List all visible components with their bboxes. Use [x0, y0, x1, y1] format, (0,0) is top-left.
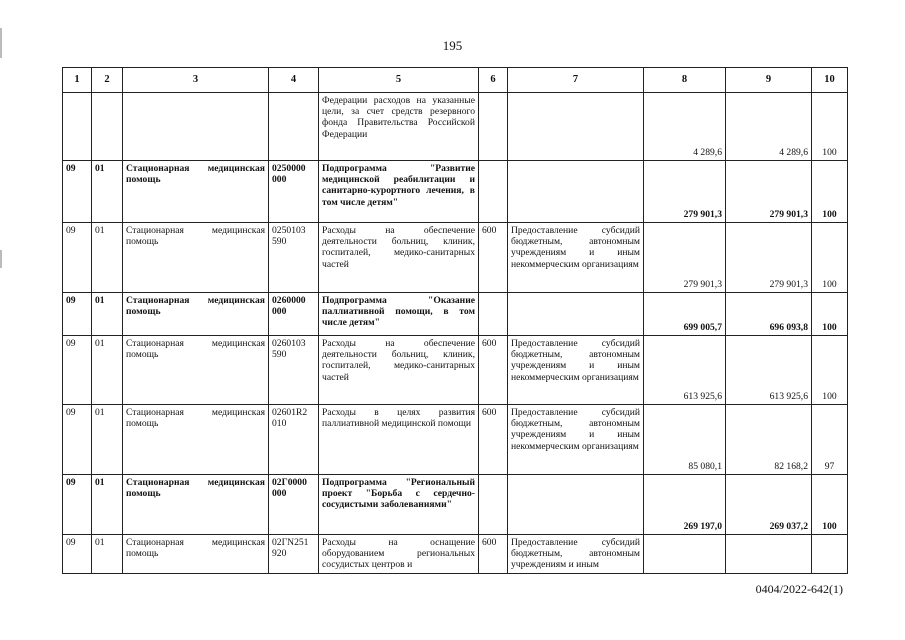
table-cell: 100 — [812, 223, 848, 293]
table-cell — [123, 93, 269, 161]
table-cell: 100 — [812, 336, 848, 405]
table-cell — [479, 475, 508, 535]
table-cell: 279 901,3 — [644, 161, 726, 223]
table-cell: 4 289,6 — [644, 93, 726, 161]
table-cell: 0260103 590 — [269, 336, 319, 405]
column-header: 5 — [319, 68, 479, 93]
table-cell: Стационарная медицинская помощь — [123, 336, 269, 405]
table-cell: 279 901,3 — [726, 223, 812, 293]
table-cell: 09 — [63, 405, 92, 475]
table-cell — [479, 93, 508, 161]
table-cell: 09 — [63, 223, 92, 293]
table-cell: 01 — [92, 293, 123, 336]
table-cell: Расходы в целях развития паллиативной медицинской помощи — [319, 405, 479, 475]
table-cell: Стационарная медицинская помощь — [123, 161, 269, 223]
table-cell: 600 — [479, 405, 508, 475]
table-row — [63, 93, 848, 161]
table-cell — [269, 93, 319, 161]
scan-edge-mark — [0, 28, 2, 58]
table-cell: 09 — [63, 535, 92, 574]
table-cell: 613 925,6 — [644, 336, 726, 405]
table-cell: Подпрограмма "Оказание паллиативной помощи, в том числе детям" — [319, 293, 479, 336]
column-header: 9 — [726, 68, 812, 93]
table-cell: 4 289,6 — [726, 93, 812, 161]
table-cell: 0250103 590 — [269, 223, 319, 293]
table-cell: Предоставление субсидий бюджетным, автономным учреждениям и иным некоммерческим организациям — [508, 336, 644, 405]
table-cell: 613 925,6 — [726, 336, 812, 405]
table-cell — [63, 93, 92, 161]
table-cell — [508, 93, 644, 161]
table-cell — [508, 161, 644, 223]
table-cell: Расходы на обеспечение деятельности больниц, клиник, госпиталей, медико-санитарных частей — [319, 223, 479, 293]
table-cell: 100 — [812, 93, 848, 161]
table-cell: 01 — [92, 161, 123, 223]
table-cell: 09 — [63, 293, 92, 336]
table-cell: 01 — [92, 405, 123, 475]
table-row — [63, 405, 848, 475]
table-row — [63, 293, 848, 336]
table-cell: Стационарная медицинская помощь — [123, 293, 269, 336]
table-cell: 09 — [63, 336, 92, 405]
table-cell — [644, 535, 726, 574]
table-cell: 09 — [63, 161, 92, 223]
table-cell: 0260000 000 — [269, 293, 319, 336]
table-cell: Стационарная медицинская помощь — [123, 535, 269, 574]
table-cell: Стационарная медицинская помощь — [123, 223, 269, 293]
document-code: 0404/2022-642(1) — [755, 582, 843, 596]
table-cell: 696 093,8 — [726, 293, 812, 336]
table-cell — [479, 293, 508, 336]
table-cell: Предоставление субсидий бюджетным, автономным учреждениям и иным некоммерческим организациям — [508, 223, 644, 293]
column-header: 3 — [123, 68, 269, 93]
table-cell: Стационарная медицинская помощь — [123, 405, 269, 475]
table-cell: 09 — [63, 475, 92, 535]
table-cell — [726, 535, 812, 574]
column-header: 2 — [92, 68, 123, 93]
column-header: 7 — [508, 68, 644, 93]
column-header: 8 — [644, 68, 726, 93]
table-cell: 269 037,2 — [726, 475, 812, 535]
table-cell: 699 005,7 — [644, 293, 726, 336]
table-cell — [92, 93, 123, 161]
table-cell: Расходы на обеспечение деятельности больниц, клиник, госпиталей, медико-санитарных частей — [319, 336, 479, 405]
table-cell: Стационарная медицинская помощь — [123, 475, 269, 535]
column-header: 10 — [812, 68, 848, 93]
table-cell: Расходы на оснащение оборудованием региональных сосудистых центров и — [319, 535, 479, 574]
table-cell: 01 — [92, 336, 123, 405]
table-cell: Предоставление субсидий бюджетным, автономным учреждениям и иным — [508, 535, 644, 574]
table-row — [63, 475, 848, 535]
column-header: 6 — [479, 68, 508, 93]
scan-edge-mark — [0, 250, 2, 268]
table-body — [63, 68, 848, 574]
table-cell: 269 197,0 — [644, 475, 726, 535]
table-cell: Подпрограмма "Региональный проект "Борьба с сердечно-сосудистыми заболеваниями" — [319, 475, 479, 535]
table-cell — [508, 293, 644, 336]
page-number: 195 — [442, 38, 463, 53]
header-row — [63, 68, 848, 93]
table-cell: 85 080,1 — [644, 405, 726, 475]
table-cell: 01 — [92, 223, 123, 293]
table-cell: 02Г0000 000 — [269, 475, 319, 535]
table-cell: 100 — [812, 293, 848, 336]
table-cell — [508, 475, 644, 535]
table-cell: 0250000 000 — [269, 161, 319, 223]
table-cell: 02ГN251 920 — [269, 535, 319, 574]
table-cell: 82 168,2 — [726, 405, 812, 475]
column-header: 1 — [63, 68, 92, 93]
table-cell: 600 — [479, 535, 508, 574]
column-header: 4 — [269, 68, 319, 93]
table-cell: 279 901,3 — [726, 161, 812, 223]
table-cell — [812, 535, 848, 574]
table-cell: 279 901,3 — [644, 223, 726, 293]
table-cell: Предоставление субсидий бюджетным, автономным учреждениям и иным некоммерческим организациям — [508, 405, 644, 475]
table-cell: 01 — [92, 475, 123, 535]
table-cell: 100 — [812, 161, 848, 223]
budget-table — [62, 67, 848, 574]
table-cell: 97 — [812, 405, 848, 475]
table-cell: Федерации расходов на указанные цели, за счет средств резервного фонда Правительства Российской Федерации — [319, 93, 479, 161]
table-cell: 01 — [92, 535, 123, 574]
table-cell — [479, 161, 508, 223]
table-row — [63, 223, 848, 293]
table-cell: 100 — [812, 475, 848, 535]
table-row — [63, 336, 848, 405]
table-row — [63, 535, 848, 574]
table-cell: 600 — [479, 336, 508, 405]
table-cell: Подпрограмма "Развитие медицинской реабилитации и санитарно-курортного лечения, в том числе детям" — [319, 161, 479, 223]
table-cell: 600 — [479, 223, 508, 293]
table-cell: 02601R2 010 — [269, 405, 319, 475]
table-row — [63, 161, 848, 223]
